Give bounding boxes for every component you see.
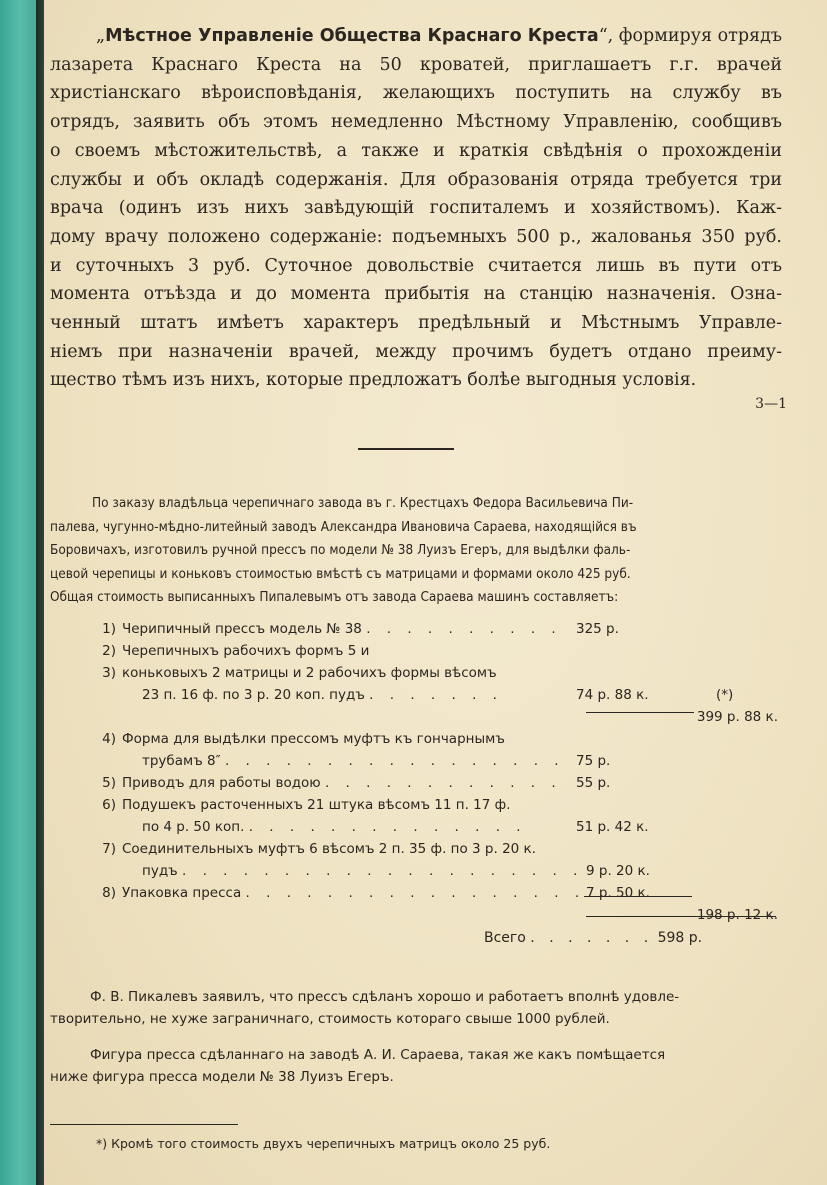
list-item: 3) коньковыхъ 2 матрицы и 2 рабочихъ формы вѣсомъ [102,665,497,681]
notice-line: „Мѣстное Управленіе Общества Краснаго Креста“, формируя отрядъ [96,26,782,46]
footnote: *) Кромѣ того стоимость двухъ черепичныхъ матрицъ около 25 руб. [96,1136,551,1151]
notice-line: христіанскаго вѣроисповѣданія, желающихъ поступить на службу въ [50,83,782,104]
figure-paragraph [50,1044,782,1088]
notice-line: дому врачу положено содержаніе: подъемныхъ 500 р., жалованья 350 руб. [50,226,782,247]
binding-gutter [36,0,44,1185]
list-item: 2) Черепичныхъ рабочихъ формъ 5 и [102,643,370,659]
statement-paragraph [50,986,782,1030]
press-line: Общая стоимость выписанныхъ Пипалевымъ отъ завода Сараева машинъ составляетъ: [50,589,619,605]
press-line: цевой черепицы и коньковъ стоимостью вмѣстѣ съ матрицами и формами около 425 руб. [50,565,631,582]
section-divider [358,448,454,450]
list-item: 7) Соединительныхъ муфтъ 6 вѣсомъ 2 п. 35 ф. по 3 р. 20 к. [102,841,536,857]
binding-spine [0,0,36,1185]
subtotal: 198 р. 12 к. [696,907,778,923]
grand-total: Всего . . . . . . . 598 р. [484,930,703,946]
total-amount: 598 р. [657,930,703,946]
notice-line: отрядъ, заявить объ этомъ немедленно Мѣстному Управленію, сообщивъ [50,112,782,133]
notice-line: момента отъѣзда и до момента прибытія на станцію назначенія. Озна- [50,284,782,305]
statement-line: творительно, не хуже заграничнаго, стоимость котораго свыше 1000 рублей. [50,1011,610,1027]
figure-line: Фигура пресса сдѣланнаго на заводѣ А. И. Сараева, такая же какъ помѣщается [90,1047,666,1063]
sum-rule [586,712,694,713]
notice-ref: 3—1 [755,396,787,412]
list-item [84,706,784,728]
notice-line: лазарета Краснаго Креста на 50 кроватей, приглашаетъ г.г. врачей [50,54,782,75]
list-item: 23 п. 16 ф. по 3 р. 20 коп. пудъ . . . . . . . 74 р. 88 к. (*) [84,684,784,706]
press-line: Боровичахъ, изготовилъ ручной прессъ по модели № 38 Луизъ Егеръ, для выдѣлки фаль- [50,542,631,558]
cost-list [84,618,784,926]
list-item: пудъ . . . . . . . . . . . . . . . . . . . . 9 р. 20 к. [142,863,650,879]
notice-line: щество тѣмъ изъ нихъ, которые предложатъ болѣе выгодныя условія. [50,370,697,391]
notice-line: ченный штатъ имѣетъ характеръ предѣльный и Мѣстнымъ Управле- [50,313,782,334]
notice-line: и суточныхъ 3 руб. Суточное довольствіе считается лишь въ пути отъ [50,255,782,276]
total-label: Всего [484,930,526,946]
statement-line: Ф. В. Пикалевъ заявилъ, что прессъ сдѣланъ хорошо и работаетъ вполнѣ удовле- [90,989,680,1005]
list-item: по 4 р. 50 коп. . . . . . . . . . . . . . . 51 р. 42 к. [142,819,649,835]
press-line: палева, чугунно-мѣдно-литейный заводъ Александра Ивановича Сараева, находящійся въ [50,518,637,535]
footnote-rule [50,1124,238,1125]
list-item: 8) Упаковка пресса . . . . . . . . . . . . . . . . . 7 р. 50 к. [102,885,650,901]
press-line: По заказу владѣльца черепичнаго завода въ г. Крестцахъ Федора Васильевича Пи- [92,495,634,511]
notice-line: службы и объ окладѣ содержанія. Для образованія отряда требуется три [50,169,782,190]
notice-title: Мѣстное Управленіе Общества Краснаго Креста [105,26,599,46]
sum-rule [584,896,692,897]
notice-line: о своемъ мѣстожительствѣ, а также и краткія свѣдѣнія о прохожденіи [50,140,782,161]
list-item: 4) Форма для выдѣлки прессомъ муфтъ къ гончарнымъ [102,731,505,747]
list-item: 1) Черипичный прессъ модель № 38 . . . . . . . . . . 325 р. [102,621,619,637]
subtotal: 399 р. 88 к. [696,709,778,725]
footnote-mark: (*) [716,687,734,703]
list-item: трубамъ 8″ . . . . . . . . . . . . . . . . . 75 р. [142,753,611,769]
list-item [84,904,784,926]
red-cross-notice [50,22,782,395]
press-paragraph [50,492,782,610]
total-rule [586,916,776,917]
notice-line: врача (одинъ изъ нихъ завѣдующій госпиталемъ и хозяйствомъ). Каж- [50,198,782,219]
notice-line: ніемъ при назначеніи врачей, между прочимъ будетъ отдано преиму- [50,341,782,362]
list-item: 5) Приводъ для работы водою . . . . . . . . . . . . 55 р. [102,775,611,791]
figure-line: ниже фигура пресса модели № 38 Луизъ Егеръ. [50,1069,394,1085]
list-item: 6) Подушекъ расточенныхъ 21 штука вѣсомъ 11 п. 17 ф. [102,797,511,813]
